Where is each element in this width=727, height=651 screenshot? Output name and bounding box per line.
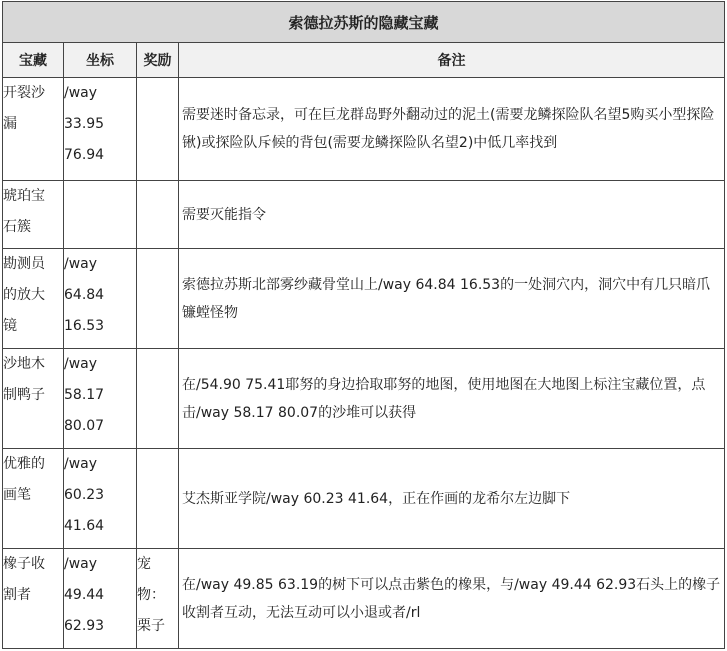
- treasure-name-line: 漏: [3, 116, 17, 132]
- reward-line: 宠: [137, 556, 151, 572]
- coord-line: 80.07: [64, 418, 105, 434]
- table-row: [3, 249, 725, 349]
- treasure-name-line: 开裂沙: [3, 85, 45, 101]
- coord-line: /way: [64, 256, 98, 272]
- treasure-note: 需要灭能指令: [179, 181, 725, 249]
- treasure-note: 索德拉苏斯北部雾纱藏骨堂山上/way 64.84 16.53的一处洞穴内，洞穴中有几只暗爪镰螳怪物: [179, 249, 725, 349]
- treasure-coordinates: [64, 349, 137, 449]
- table-row: [3, 449, 725, 549]
- treasure-note: 在/way 49.85 63.19的树下可以点击紫色的橡果，与/way 49.44 62.93石头上的橡子收割者互动，无法互动可以小退或者/rl: [179, 549, 725, 649]
- treasure-name: [3, 349, 64, 449]
- header-treasure: 宝藏: [3, 43, 64, 78]
- treasure-name: [3, 78, 64, 181]
- treasure-reward: [137, 549, 179, 649]
- treasure-name-line: 制鸭子: [3, 387, 45, 403]
- treasure-name: [3, 449, 64, 549]
- treasure-coordinates: [64, 181, 137, 249]
- treasure-name: [3, 181, 64, 249]
- treasure-name-line: 优雅的: [3, 456, 45, 472]
- header-notes: 备注: [179, 43, 725, 78]
- coord-line: 60.23: [64, 487, 105, 503]
- treasure-note: 需要迷时备忘录，可在巨龙群岛野外翻动过的泥土(需要龙鳞探险队名望5购买小型探险锹)或探险队斥候的背包(需要龙鳞探险队名望2)中低几率找到: [179, 78, 725, 181]
- treasure-name-line: 的放大: [3, 287, 45, 303]
- treasure-name: [3, 249, 64, 349]
- treasure-name-line: 画笔: [3, 487, 31, 503]
- coord-line: /way: [64, 356, 98, 372]
- reward-line: 物：: [137, 587, 165, 603]
- treasure-reward: [137, 78, 179, 181]
- treasure-coordinates: [64, 449, 137, 549]
- coord-line: 49.44: [64, 587, 105, 603]
- treasure-reward: [137, 349, 179, 449]
- coord-line: 62.93: [64, 618, 105, 634]
- coord-line: 33.95: [64, 116, 105, 132]
- treasure-name-line: 琥珀宝: [3, 188, 45, 204]
- treasure-note: 艾杰斯亚学院/way 60.23 41.64，正在作画的龙希尔左边脚下: [179, 449, 725, 549]
- table-row: [3, 181, 725, 249]
- treasure-coordinates: [64, 78, 137, 181]
- table-row: [3, 78, 725, 181]
- treasure-reward: [137, 181, 179, 249]
- table-title: 索德拉苏斯的隐藏宝藏: [3, 2, 725, 43]
- treasure-table: [2, 1, 725, 649]
- treasure-name-line: 镜: [3, 318, 17, 334]
- treasure-reward: [137, 449, 179, 549]
- treasure-name-line: 割者: [3, 587, 31, 603]
- treasure-coordinates: [64, 549, 137, 649]
- coord-line: 58.17: [64, 387, 105, 403]
- coord-line: 16.53: [64, 318, 105, 334]
- treasure-name-line: 沙地木: [3, 356, 45, 372]
- header-coordinates: 坐标: [64, 43, 137, 78]
- treasure-name-line: 橡子收: [3, 556, 45, 572]
- header-reward: 奖励: [137, 43, 179, 78]
- coord-line: /way: [64, 85, 98, 101]
- coord-line: 64.84: [64, 287, 105, 303]
- table-row: [3, 349, 725, 449]
- treasure-name-line: 石簇: [3, 219, 31, 235]
- coord-line: 41.64: [64, 518, 105, 534]
- treasure-reward: [137, 249, 179, 349]
- treasure-name-line: 勘测员: [3, 256, 45, 272]
- coord-line: /way: [64, 456, 98, 472]
- treasure-coordinates: [64, 249, 137, 349]
- reward-line: 栗子: [137, 618, 165, 634]
- coord-line: 76.94: [64, 147, 105, 163]
- treasure-name: [3, 549, 64, 649]
- coord-line: /way: [64, 556, 98, 572]
- treasure-note: 在/54.90 75.41耶努的身边拾取耶努的地图，使用地图在大地图上标注宝藏位置，点击/way 58.17 80.07的沙堆可以获得: [179, 349, 725, 449]
- table-row: [3, 549, 725, 649]
